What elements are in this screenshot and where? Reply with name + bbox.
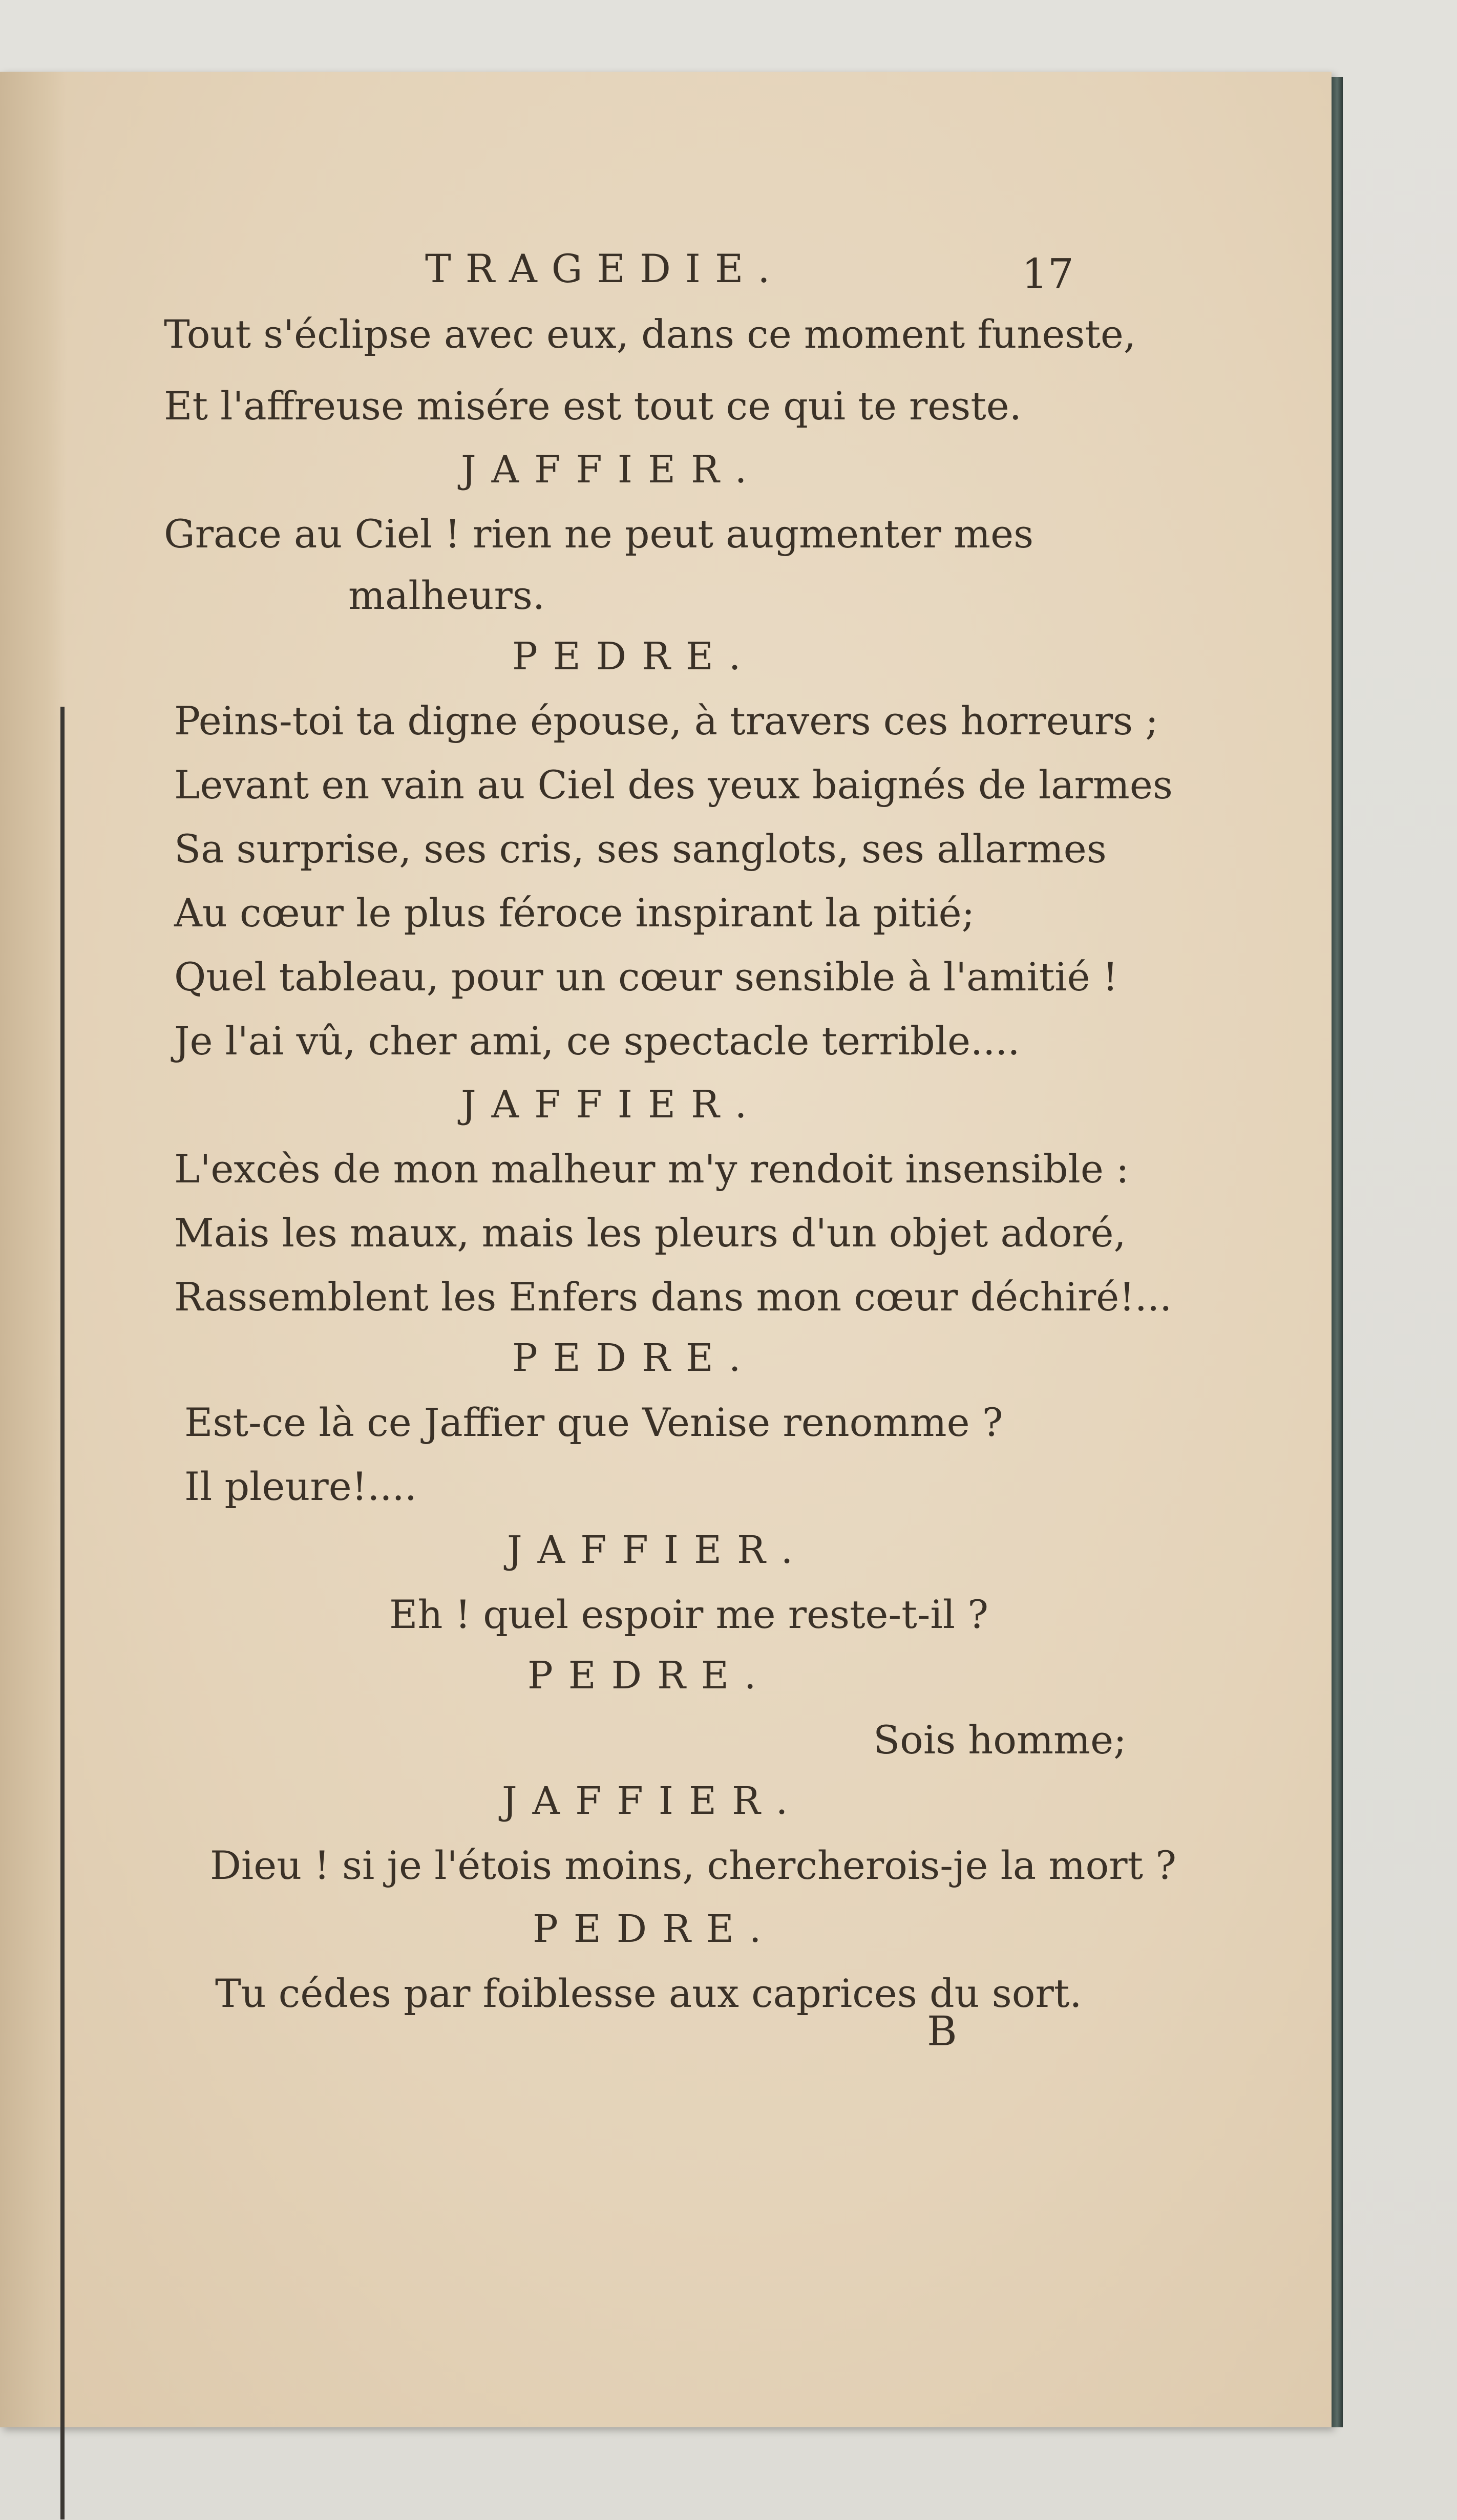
verse-line: Au cœur le plus féroce inspirant la pitié; — [174, 890, 975, 936]
verse-line: Levant en vain au Ciel des yeux baignés de larmes — [174, 762, 1173, 808]
speaker-name: JAFFIER. — [461, 448, 763, 492]
speaker-name: PEDRE. — [527, 1654, 772, 1698]
verse-line: Rassemblent les Enfers dans mon cœur déchiré!... — [174, 1274, 1172, 1320]
verse-line: Peins-toi ta digne épouse, à travers ces horreurs ; — [174, 698, 1158, 744]
verse-line: L'excès de mon malheur m'y rendoit insensible : — [174, 1146, 1129, 1192]
verse-line: Quel tableau, pour un cœur sensible à l'amitié ! — [174, 954, 1118, 1000]
speaker-name: PEDRE. — [512, 634, 756, 679]
verse-line: Et l'affreuse misére est tout ce qui te reste. — [164, 383, 1022, 429]
verse-line: Tout s'éclipse avec eux, dans ce moment funeste, — [164, 311, 1136, 357]
verse-line: Tu cédes par foiblesse aux caprices du sort. — [215, 1971, 1082, 2016]
speaker-name: PEDRE. — [533, 1907, 777, 1951]
verse-line: Grace au Ciel ! rien ne peut augmenter mes — [164, 511, 1034, 557]
signature-mark: B — [927, 2007, 957, 2055]
verse-line: Sa surprise, ses cris, ses sanglots, ses allarmes — [174, 826, 1107, 872]
verse-line: malheurs. — [348, 573, 545, 618]
page-number: 17 — [1022, 250, 1074, 298]
page-edge — [1332, 77, 1343, 2427]
speaker-name: PEDRE. — [512, 1336, 756, 1380]
verse-line: Il pleure!.... — [184, 1464, 417, 1509]
page-gutter — [0, 72, 67, 2427]
speaker-name: JAFFIER. — [502, 1779, 804, 1823]
binding-edge — [60, 707, 65, 2519]
verse-line: Eh ! quel espoir me reste-t-il ? — [389, 1592, 988, 1637]
verse-line: Mais les maux, mais les pleurs d'un objet adoré, — [174, 1210, 1126, 1256]
verse-line: Est-ce là ce Jaffier que Venise renomme ? — [184, 1400, 1003, 1445]
verse-line: Sois homme; — [873, 1717, 1127, 1763]
verse-line: Dieu ! si je l'étois moins, chercherois-je la mort ? — [210, 1843, 1176, 1888]
running-title: TRAGEDIE. — [425, 246, 785, 291]
speaker-name: JAFFIER. — [461, 1083, 763, 1127]
speaker-name: JAFFIER. — [507, 1528, 809, 1572]
verse-line: Je l'ai vû, cher ami, ce spectacle terrible.... — [174, 1018, 1020, 1064]
